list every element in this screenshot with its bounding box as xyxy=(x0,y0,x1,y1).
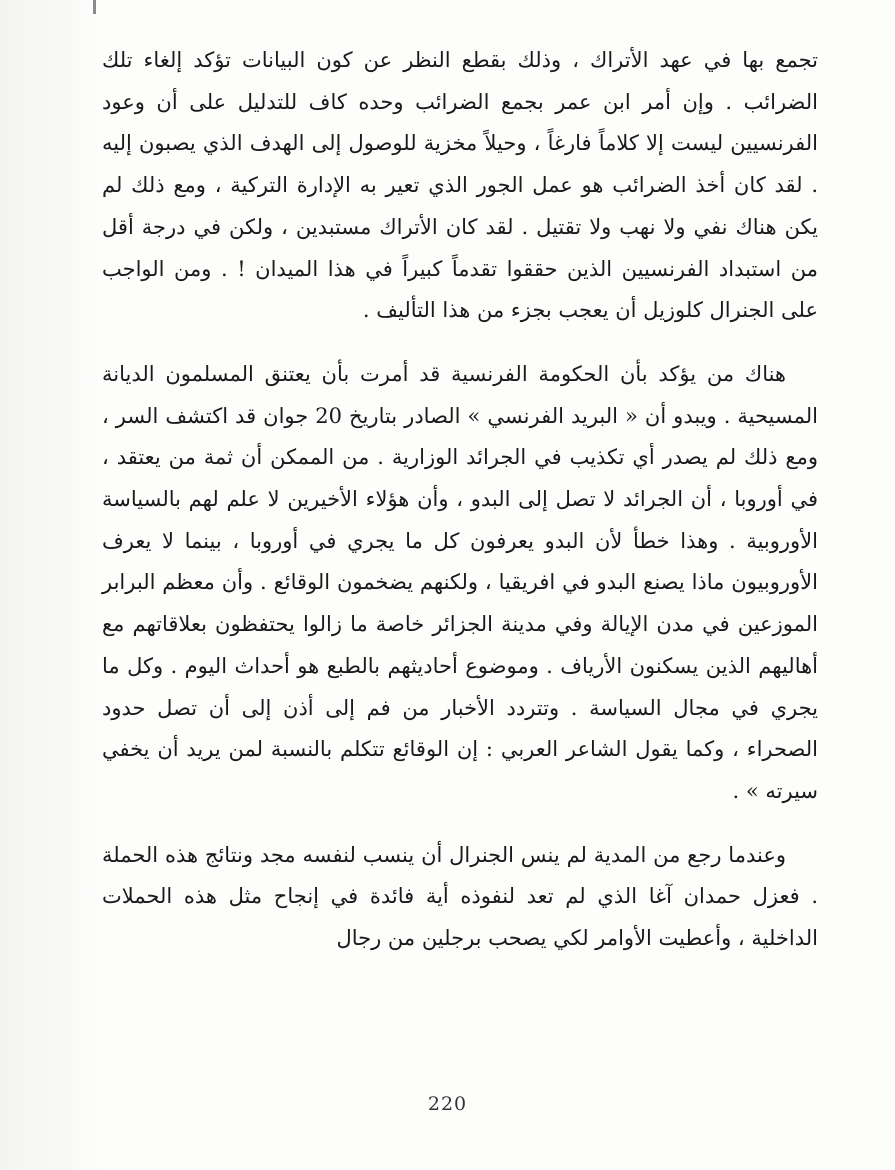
body-text xyxy=(102,40,818,960)
paragraph-3: وعندما رجع من المدية لم ينس الجنرال أن ينسب لنفسه مجد ونتائج هذه الحملة . فعزل حمدان آغا الذي لم تعد لنفوذه أية فائدة في إنجاح مثل هذه الحملات الداخلية ، وأعطيت الأوامر لكي يصحب برجلين من رجال xyxy=(102,842,818,951)
page-number: 220 xyxy=(427,1093,468,1115)
scan-mark xyxy=(93,0,96,14)
paragraph-1: تجمع بها في عهد الأتراك ، وذلك بقطع النظر عن كون البيانات تؤكد إلغاء تلك الضرائب . وإن أمر ابن عمر بجمع الضرائب وحده كاف للتدليل على أن وعود الفرنسيين ليست إلا كلاماً فارغاً ، وحيلاً مخزية للوصول إلى الهدف الذي يصبون إليه . لقد كان أخذ الضرائب هو عمل الجور الذي تعير به الإدارة التركية ، ومع ذلك لم يكن هناك نفي ولا نهب ولا تقتيل . لقد كان الأتراك مستبدين ، ولكن في درجة أقل من استبداد الفرنسيين الذين حققوا تقدماً كبيراً في هذا الميدان ! . ومن الواجب على الجنرال كلوزيل أن يعجب بجزء من هذا التأليف . xyxy=(102,48,818,323)
scan-shadow-edge xyxy=(0,0,100,1170)
paragraph-2: هناك من يؤكد بأن الحكومة الفرنسية قد أمرت بأن يعتنق المسلمون الديانة المسيحية . ويبدو أن « البريد الفرنسي » الصادر بتاريخ 20 جوان قد اكتشف السر ، ومع ذلك لم يصدر أي تكذيب في الجرائد الوزارية . من الممكن أن ثمة من يعتقد ، في أوروبا ، أن الجرائد لا تصل إلى البدو ، وأن هؤلاء الأخيرين لا علم لهم بالسياسة الأوروبية . وهذا خطأ لأن البدو يعرفون كل ما يجري في أوروبا ، بينما لا يعرف الأوروبيون ماذا يصنع البدو في افريقيا ، ولكنهم يضخمون الوقائع . وأن معظم البرابر الموزعين في مدن الإيالة وفي مدينة الجزائر خاصة ما زالوا يحتفظون بعلاقاتهم مع أهاليهم الذين يسكنون الأرياف . وموضوع أحاديثهم بالطبع هو أحداث اليوم . وكل ما يجري في مجال السياسة . وتتردد الأخبار من فم إلى أذن إلى أن تصل حدود الصحراء ، وكما يقول الشاعر العربي : إن الوقائع تتكلم بالنسبة لمن يريد أن يخفي سيرته » . xyxy=(102,361,818,803)
